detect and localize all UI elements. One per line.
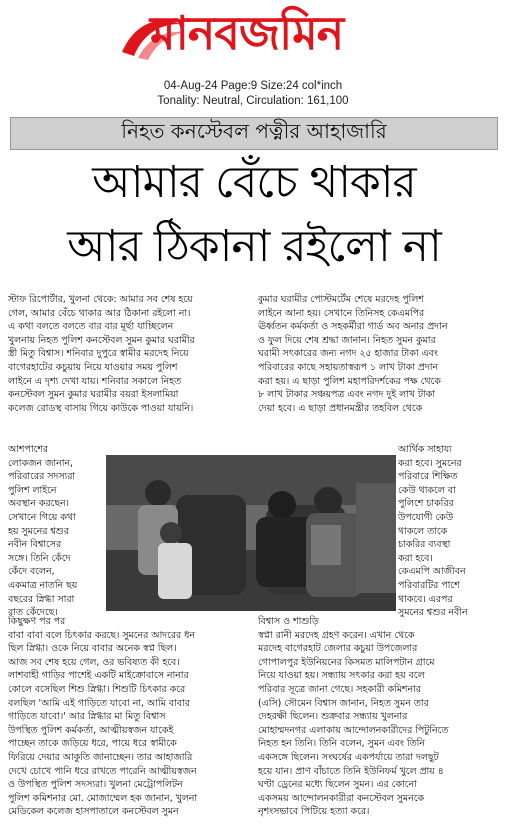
body-line: করা হবে। সুমনের — [398, 457, 462, 469]
body-line: বাগেরহাটের কচুয়ায় নিয়ে যাওয়ার সময় পুলিশ — [8, 361, 178, 373]
body-line: থাকলে তাকে — [398, 525, 448, 537]
body-line: ছিল স্নিগ্ধা। ওকে নিয়ে বাবার অনেক স্বপ্ন ছিল। — [8, 643, 177, 655]
body-line: পরিবারটির পাশে — [398, 579, 460, 591]
article-column-right-top — [258, 293, 500, 415]
body-line: (এসি) সৌমেন বিশ্বাস জানান, নিহত সুমন তার — [258, 697, 429, 709]
body-line: উপযোগী কেউ — [398, 511, 454, 523]
headline-line-1: আমার বেঁচে থাকার — [92, 157, 416, 208]
body-line: পুলিশ কমিশনার মো. মোজাম্মেল হক জানান, খুলনা — [8, 792, 198, 804]
body-line: মরদেহ বাগেরহাট জেলার কচুয়া উপজেলার — [258, 643, 418, 655]
body-line: হয়ে যান। প্রাণ বাঁচাতে তিনি ইউনিফর্ম খুলে প্রায় ৪ — [258, 765, 444, 777]
newspaper-logo: মানবজমিন — [150, 6, 344, 60]
body-line: আশপাশের — [8, 444, 49, 455]
body-line: কেঁদে বলেন, — [8, 566, 55, 578]
body-line: স্টাফ রিপোর্টার, খুলনা থেকে: আমার সব শেষ হয়ে — [8, 294, 193, 305]
body-line: দেহরক্ষী ছিলেন। শুক্রবার সন্ধ্যায় খুলনার — [258, 711, 408, 723]
article-column-left-beside-photo — [8, 443, 106, 620]
body-line: ঘরামী সৎকারের জন্য নগদ ২৫ হাজার টাকা এবং — [258, 348, 438, 360]
article-column-right-beside-photo — [398, 443, 502, 620]
body-line: রাত কেঁদেছে। — [8, 607, 58, 619]
body-line: বলছিল 'আমি এই গাড়িতে যাবো না, আমি বাবার — [8, 697, 190, 709]
body-line: লোকজন জানান, — [8, 457, 74, 469]
photo-family-grieving-image — [106, 455, 396, 611]
body-line: ঘণ্টা ড্রেনের মধ্যে ছিলেন সুমন। এর কোনো — [258, 779, 417, 791]
body-line: ঊর্ধ্বতন কর্মকর্তা ও সহকর্মীরা গার্ড অব অনার প্রদান — [258, 321, 448, 333]
body-line: নিয়ে যাওয়া হয়। সন্ধ্যায় সৎকার করা হয় বলে — [258, 670, 425, 682]
body-line: স্ত্রী মিতু বিশ্বাস। শনিবার দুপুরে স্বামীর মরদেহ নিয়ে — [8, 348, 189, 360]
body-line: কনস্টেবল সুমন কুমার ঘরামীর বয়রা ইসলামিয়া — [8, 389, 179, 401]
body-line: গাড়িতে যাবো।' আর স্নিগ্ধার মা মিতু বিশ্বাস — [8, 711, 166, 723]
body-line: বাবা বাবা বলে চিৎকার করছে। সুমনের আদরের ধন — [8, 629, 195, 641]
body-line: পুলিশে চাকরির — [398, 498, 454, 510]
body-line: সেখানে গিয়ে কথা — [8, 511, 76, 523]
body-line: খুলনায় নিহত পুলিশ কনস্টেবল সুমন কুমার ঘরামীর — [8, 334, 195, 346]
article-column-left-top — [8, 293, 254, 415]
body-line: আর্থিক সাহায্য — [398, 444, 452, 455]
body-line: পরিবারের কাছে সহায়তাস্বরূপ ১ লাখ টাকা প্রদান — [258, 361, 439, 373]
body-line: বিশ্বাস ও শাশুড়ি — [258, 616, 319, 627]
body-line: উপস্থিত পুলিশ কর্মকর্তা, আত্মীয়স্বজন যাকেই — [8, 724, 174, 736]
body-line: পরিবারের সদস্যরা — [8, 471, 76, 483]
body-line: কলেজ রোডস্থ বাসায় গিয়ে কাউকে পাওয়া যায়নি। — [8, 402, 194, 414]
body-line: পরিবারে শিক্ষিত — [398, 471, 458, 483]
body-line: ৮ লাখ টাকার সঞ্চয়পত্র এবং নগদ দুই লাখ টাকা — [258, 389, 436, 401]
body-line: গোপালপুর ইউনিয়নের কিসমত মালিপটান গ্রামে — [258, 656, 435, 668]
body-line: পুলিশ লাইনে — [8, 484, 57, 496]
masthead — [0, 0, 506, 107]
clip-meta-tonality: Tonality: Neutral, Circulation: 161,100 — [157, 95, 349, 107]
body-line: স্বপ্না রানী মরদেহ গ্রহণ করেন। এখান থেকে — [258, 629, 415, 641]
body-line: ও উপস্থিত পুলিশ সদস্যরা। খুলনা মেট্রোপলিটন — [8, 779, 183, 791]
article-column-left-bottom — [8, 615, 254, 819]
body-line: কুমার ঘরামীর পোস্টমর্টেম শেষে মরদেহ পুলিশ — [258, 294, 424, 305]
body-line: নিহত হন তিনি। তিনি বলেন, সুমন এবং তিনি — [258, 738, 425, 750]
body-line: অবস্থান করছেন। — [8, 498, 69, 510]
headline-line-2: আর ঠিকানা রইলো না — [67, 221, 441, 272]
body-line: একসময় আন্দোলনকারীরা কনস্টেবল সুমনকে — [258, 792, 425, 804]
body-line: থাকবে। এরপর — [398, 593, 453, 605]
article-kicker — [10, 117, 498, 150]
body-line: লাইনে এ দৃশ্য দেখা যায়। শনিবার সকালে নিহত — [8, 375, 182, 387]
body-line: পরিবার সূত্রে জানা গেছে। সহকারী কমিশনার — [258, 683, 421, 695]
article-column-right-bottom — [258, 615, 500, 819]
article-photo — [106, 455, 396, 611]
body-line: কিছুক্ষণ পর পর — [8, 616, 66, 627]
body-line: লাশবাহী গাড়ির পাশেই একটি মাইক্রোবাসে নানার — [8, 670, 189, 682]
body-line: বছরের স্নিগ্ধা সারা — [8, 593, 75, 605]
body-line: করা হয়। এ ছাড়া পুলিশ মহাপরিদর্শকের পক্ষ থেকে — [258, 375, 441, 387]
body-line: এ কথা বলতে বলতে বার বার মূর্ছা যাচ্ছিলেন — [8, 321, 174, 333]
body-line: একসঙ্গে ছিলেন। সংঘর্ষের একপর্যায়ে তারা দলছুট — [258, 751, 439, 763]
body-line: একমাত্র নাতনি ছয় — [8, 579, 78, 591]
body-line: ফিরিয়ে দেয়ার আকুতি জানাচ্ছেন। তার আহাজারি — [8, 751, 193, 763]
body-line: মেডিকেল কলেজ হাসপাতালে কনস্টেবল সুমন — [8, 806, 179, 818]
body-line: ও ফুল দিয়ে শেষ শ্রদ্ধা জানান। নিহত সুমন কুমার — [258, 334, 436, 346]
body-line: দেখে চোখে পানি ধরে রাখতে পারেনি আত্মীয়স্বজন — [8, 765, 197, 777]
body-line: কেউ থাকলে বা — [398, 484, 456, 496]
body-line: গেল, আমার বেঁচে থাকার আর ঠিকানা রইলো না। — [8, 307, 191, 319]
body-line: নৃশংসভাবে পিটিয়ে হত্যা করে। — [258, 806, 370, 818]
body-line: হয় সুমনের শ্বশুর — [8, 525, 69, 537]
kicker-text: নিহত কনস্টেবল পত্নীর আহাজারি — [121, 119, 387, 143]
body-line: আজ সব শেষ হয়ে গেল, ওর ভবিষ্যত কী হবে। — [8, 656, 180, 668]
body-line: চাকরির ব্যবস্থা — [398, 539, 451, 551]
body-line: পাচ্ছেন তাকে জড়িয়ে ধরে, পায়ে ধরে স্বামীকে — [8, 738, 177, 750]
body-line: লাইনে আনা হয়। সেখানে তিনিসহ কেএমপির — [258, 307, 425, 319]
body-line: কেএমপি আজীবন — [398, 566, 466, 578]
body-line: সঙ্গে। তিনি কেঁদে — [8, 552, 71, 564]
body-line: করা হবে। — [398, 552, 433, 564]
body-line: মোহাম্মদনগর এলাকায় আন্দোলনকারীদের পিটুনিতে — [258, 724, 449, 736]
body-line: সুমনের শ্বশুর নবীন — [398, 607, 468, 619]
body-line: দেয়া হবে। এ ছাড়া প্রধানমন্ত্রীর তহবিল থেকে — [258, 402, 423, 414]
body-line: কোলে বসেছিল শিশু স্নিগ্ধা। শিশুটি চিৎকার করে — [8, 683, 186, 695]
clip-meta-page-size: 04-Aug-24 Page:9 Size:24 col*inch — [163, 80, 343, 92]
body-line: নবীন বিশ্বাসের — [8, 539, 62, 551]
